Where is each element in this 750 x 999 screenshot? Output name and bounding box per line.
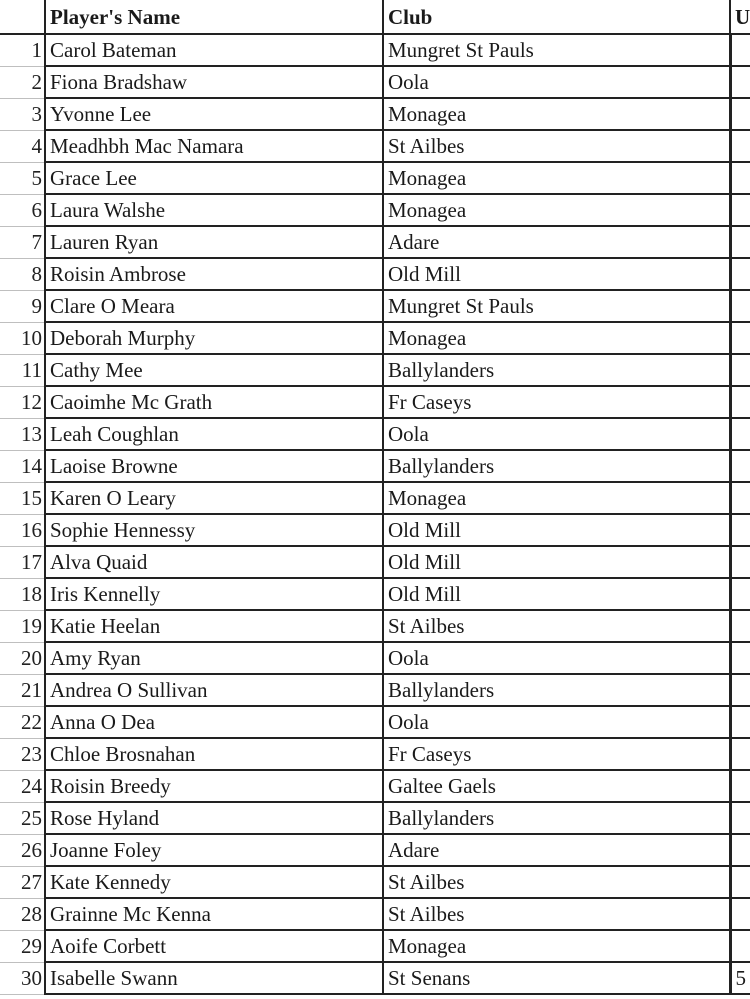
row-number: 7 [0, 226, 45, 258]
row-number: 11 [0, 354, 45, 386]
club-cell[interactable]: Mungret St Pauls [383, 34, 730, 66]
club-cell[interactable]: Monagea [383, 194, 730, 226]
table-row [0, 354, 750, 386]
extra-cell[interactable] [730, 898, 750, 930]
club-cell[interactable]: Old Mill [383, 514, 730, 546]
player-name-cell[interactable]: Deborah Murphy [45, 322, 383, 354]
row-number-header [0, 0, 45, 34]
row-number: 17 [0, 546, 45, 578]
table-row [0, 834, 750, 866]
player-name-cell[interactable]: Iris Kennelly [45, 578, 383, 610]
row-number: 24 [0, 770, 45, 802]
player-name-cell[interactable]: Karen O Leary [45, 482, 383, 514]
row-number: 30 [0, 962, 45, 994]
club-cell[interactable]: Monagea [383, 162, 730, 194]
club-cell[interactable]: Ballylanders [383, 802, 730, 834]
club-header[interactable]: Club [383, 0, 730, 34]
row-number: 25 [0, 802, 45, 834]
extra-cell[interactable] [730, 610, 750, 642]
row-number: 27 [0, 866, 45, 898]
table-row [0, 130, 750, 162]
extra-cell[interactable] [730, 226, 750, 258]
row-number: 2 [0, 66, 45, 98]
extra-cell[interactable] [730, 258, 750, 290]
row-number: 16 [0, 514, 45, 546]
table-row [0, 642, 750, 674]
table-row [0, 418, 750, 450]
row-number: 26 [0, 834, 45, 866]
row-number: 12 [0, 386, 45, 418]
club-cell[interactable]: St Ailbes [383, 130, 730, 162]
table-row [0, 706, 750, 738]
player-name-cell[interactable]: Andrea O Sullivan [45, 674, 383, 706]
club-cell[interactable]: Adare [383, 226, 730, 258]
table-row [0, 290, 750, 322]
club-cell[interactable]: St Senans [383, 962, 730, 994]
extra-cell[interactable] [730, 802, 750, 834]
extra-cell[interactable] [730, 34, 750, 66]
extra-cell[interactable] [730, 930, 750, 962]
extra-cell[interactable] [730, 514, 750, 546]
club-cell[interactable]: Ballylanders [383, 450, 730, 482]
club-cell[interactable]: Monagea [383, 482, 730, 514]
row-number: 4 [0, 130, 45, 162]
club-cell[interactable]: Oola [383, 642, 730, 674]
row-number: 29 [0, 930, 45, 962]
player-name-cell[interactable]: Cathy Mee [45, 354, 383, 386]
table-row [0, 514, 750, 546]
player-name-cell[interactable]: Kate Kennedy [45, 866, 383, 898]
row-number: 22 [0, 706, 45, 738]
player-name-cell[interactable]: Leah Coughlan [45, 418, 383, 450]
extra-cell[interactable] [730, 418, 750, 450]
player-name-cell[interactable]: Meadhbh Mac Namara [45, 130, 383, 162]
player-name-cell[interactable]: Lauren Ryan [45, 226, 383, 258]
table-row [0, 226, 750, 258]
player-name-cell[interactable]: Isabelle Swann [45, 962, 383, 994]
row-number: 21 [0, 674, 45, 706]
table-row [0, 194, 750, 226]
extra-cell[interactable] [730, 674, 750, 706]
extra-cell[interactable] [730, 834, 750, 866]
extra-cell[interactable] [730, 194, 750, 226]
extra-cell[interactable] [730, 98, 750, 130]
player-name-cell[interactable]: Caoimhe Mc Grath [45, 386, 383, 418]
extra-cell[interactable] [730, 386, 750, 418]
table-body [0, 34, 750, 994]
extra-cell[interactable] [730, 66, 750, 98]
row-number: 20 [0, 642, 45, 674]
extra-cell[interactable] [730, 546, 750, 578]
club-cell[interactable]: Oola [383, 66, 730, 98]
player-name-cell[interactable]: Aoife Corbett [45, 930, 383, 962]
extra-cell[interactable] [730, 450, 750, 482]
extra-cell[interactable] [730, 706, 750, 738]
extra-cell[interactable] [730, 738, 750, 770]
club-cell[interactable]: Fr Caseys [383, 386, 730, 418]
row-number: 28 [0, 898, 45, 930]
club-cell[interactable]: St Ailbes [383, 610, 730, 642]
extra-cell[interactable] [730, 290, 750, 322]
club-cell[interactable]: St Ailbes [383, 866, 730, 898]
row-number: 10 [0, 322, 45, 354]
player-name-cell[interactable]: Laura Walshe [45, 194, 383, 226]
row-number: 15 [0, 482, 45, 514]
extra-cell[interactable] [730, 354, 750, 386]
club-cell[interactable]: Old Mill [383, 258, 730, 290]
table-row [0, 578, 750, 610]
club-cell[interactable]: Oola [383, 418, 730, 450]
table-row [0, 258, 750, 290]
table-row [0, 866, 750, 898]
table-row [0, 34, 750, 66]
player-name-cell[interactable]: Roisin Ambrose [45, 258, 383, 290]
player-name-cell[interactable]: Laoise Browne [45, 450, 383, 482]
club-cell[interactable]: Adare [383, 834, 730, 866]
table-row [0, 450, 750, 482]
table-row [0, 66, 750, 98]
table-row [0, 898, 750, 930]
table-row [0, 98, 750, 130]
table-row [0, 610, 750, 642]
row-number: 3 [0, 98, 45, 130]
player-name-header[interactable]: Player's Name [45, 0, 383, 34]
header-row [0, 0, 750, 34]
player-name-cell[interactable]: Amy Ryan [45, 642, 383, 674]
extra-cell[interactable] [730, 162, 750, 194]
club-cell[interactable]: Ballylanders [383, 674, 730, 706]
club-cell[interactable]: Monagea [383, 322, 730, 354]
row-number: 9 [0, 290, 45, 322]
extra-cell[interactable] [730, 866, 750, 898]
row-number: 13 [0, 418, 45, 450]
extra-cell[interactable] [730, 578, 750, 610]
table-row [0, 162, 750, 194]
player-name-cell[interactable]: Grainne Mc Kenna [45, 898, 383, 930]
club-cell[interactable]: Oola [383, 706, 730, 738]
table-row [0, 770, 750, 802]
club-cell[interactable]: Ballylanders [383, 354, 730, 386]
player-name-cell[interactable]: Katie Heelan [45, 610, 383, 642]
extra-column-header[interactable]: U [730, 0, 750, 34]
table-row [0, 962, 750, 994]
club-cell[interactable]: St Ailbes [383, 898, 730, 930]
table-row [0, 386, 750, 418]
player-name-cell[interactable]: Fiona Bradshaw [45, 66, 383, 98]
row-number: 19 [0, 610, 45, 642]
row-number: 23 [0, 738, 45, 770]
player-name-cell[interactable]: Alva Quaid [45, 546, 383, 578]
table-row [0, 930, 750, 962]
extra-cell[interactable] [730, 482, 750, 514]
club-cell[interactable]: Monagea [383, 98, 730, 130]
club-cell[interactable]: Mungret St Pauls [383, 290, 730, 322]
table-row [0, 802, 750, 834]
club-cell[interactable]: Old Mill [383, 546, 730, 578]
extra-cell[interactable] [730, 130, 750, 162]
player-name-cell[interactable]: Clare O Meara [45, 290, 383, 322]
player-name-cell[interactable]: Sophie Hennessy [45, 514, 383, 546]
club-cell[interactable]: Fr Caseys [383, 738, 730, 770]
table-row [0, 674, 750, 706]
table-row [0, 322, 750, 354]
club-cell[interactable]: Old Mill [383, 578, 730, 610]
row-number: 1 [0, 34, 45, 66]
extra-cell[interactable]: 5 [730, 962, 750, 994]
extra-cell[interactable] [730, 642, 750, 674]
extra-cell[interactable] [730, 770, 750, 802]
row-number: 6 [0, 194, 45, 226]
row-number: 14 [0, 450, 45, 482]
player-name-cell[interactable]: Joanne Foley [45, 834, 383, 866]
player-name-cell[interactable]: Rose Hyland [45, 802, 383, 834]
player-name-cell[interactable]: Chloe Brosnahan [45, 738, 383, 770]
club-cell[interactable]: Monagea [383, 930, 730, 962]
player-name-cell[interactable]: Anna O Dea [45, 706, 383, 738]
player-name-cell[interactable]: Grace Lee [45, 162, 383, 194]
row-number: 5 [0, 162, 45, 194]
row-number: 8 [0, 258, 45, 290]
row-number: 18 [0, 578, 45, 610]
player-name-cell[interactable]: Yvonne Lee [45, 98, 383, 130]
player-name-cell[interactable]: Carol Bateman [45, 34, 383, 66]
table-row [0, 482, 750, 514]
club-cell[interactable]: Galtee Gaels [383, 770, 730, 802]
table-row [0, 738, 750, 770]
extra-cell[interactable] [730, 322, 750, 354]
table-row [0, 546, 750, 578]
player-name-cell[interactable]: Roisin Breedy [45, 770, 383, 802]
